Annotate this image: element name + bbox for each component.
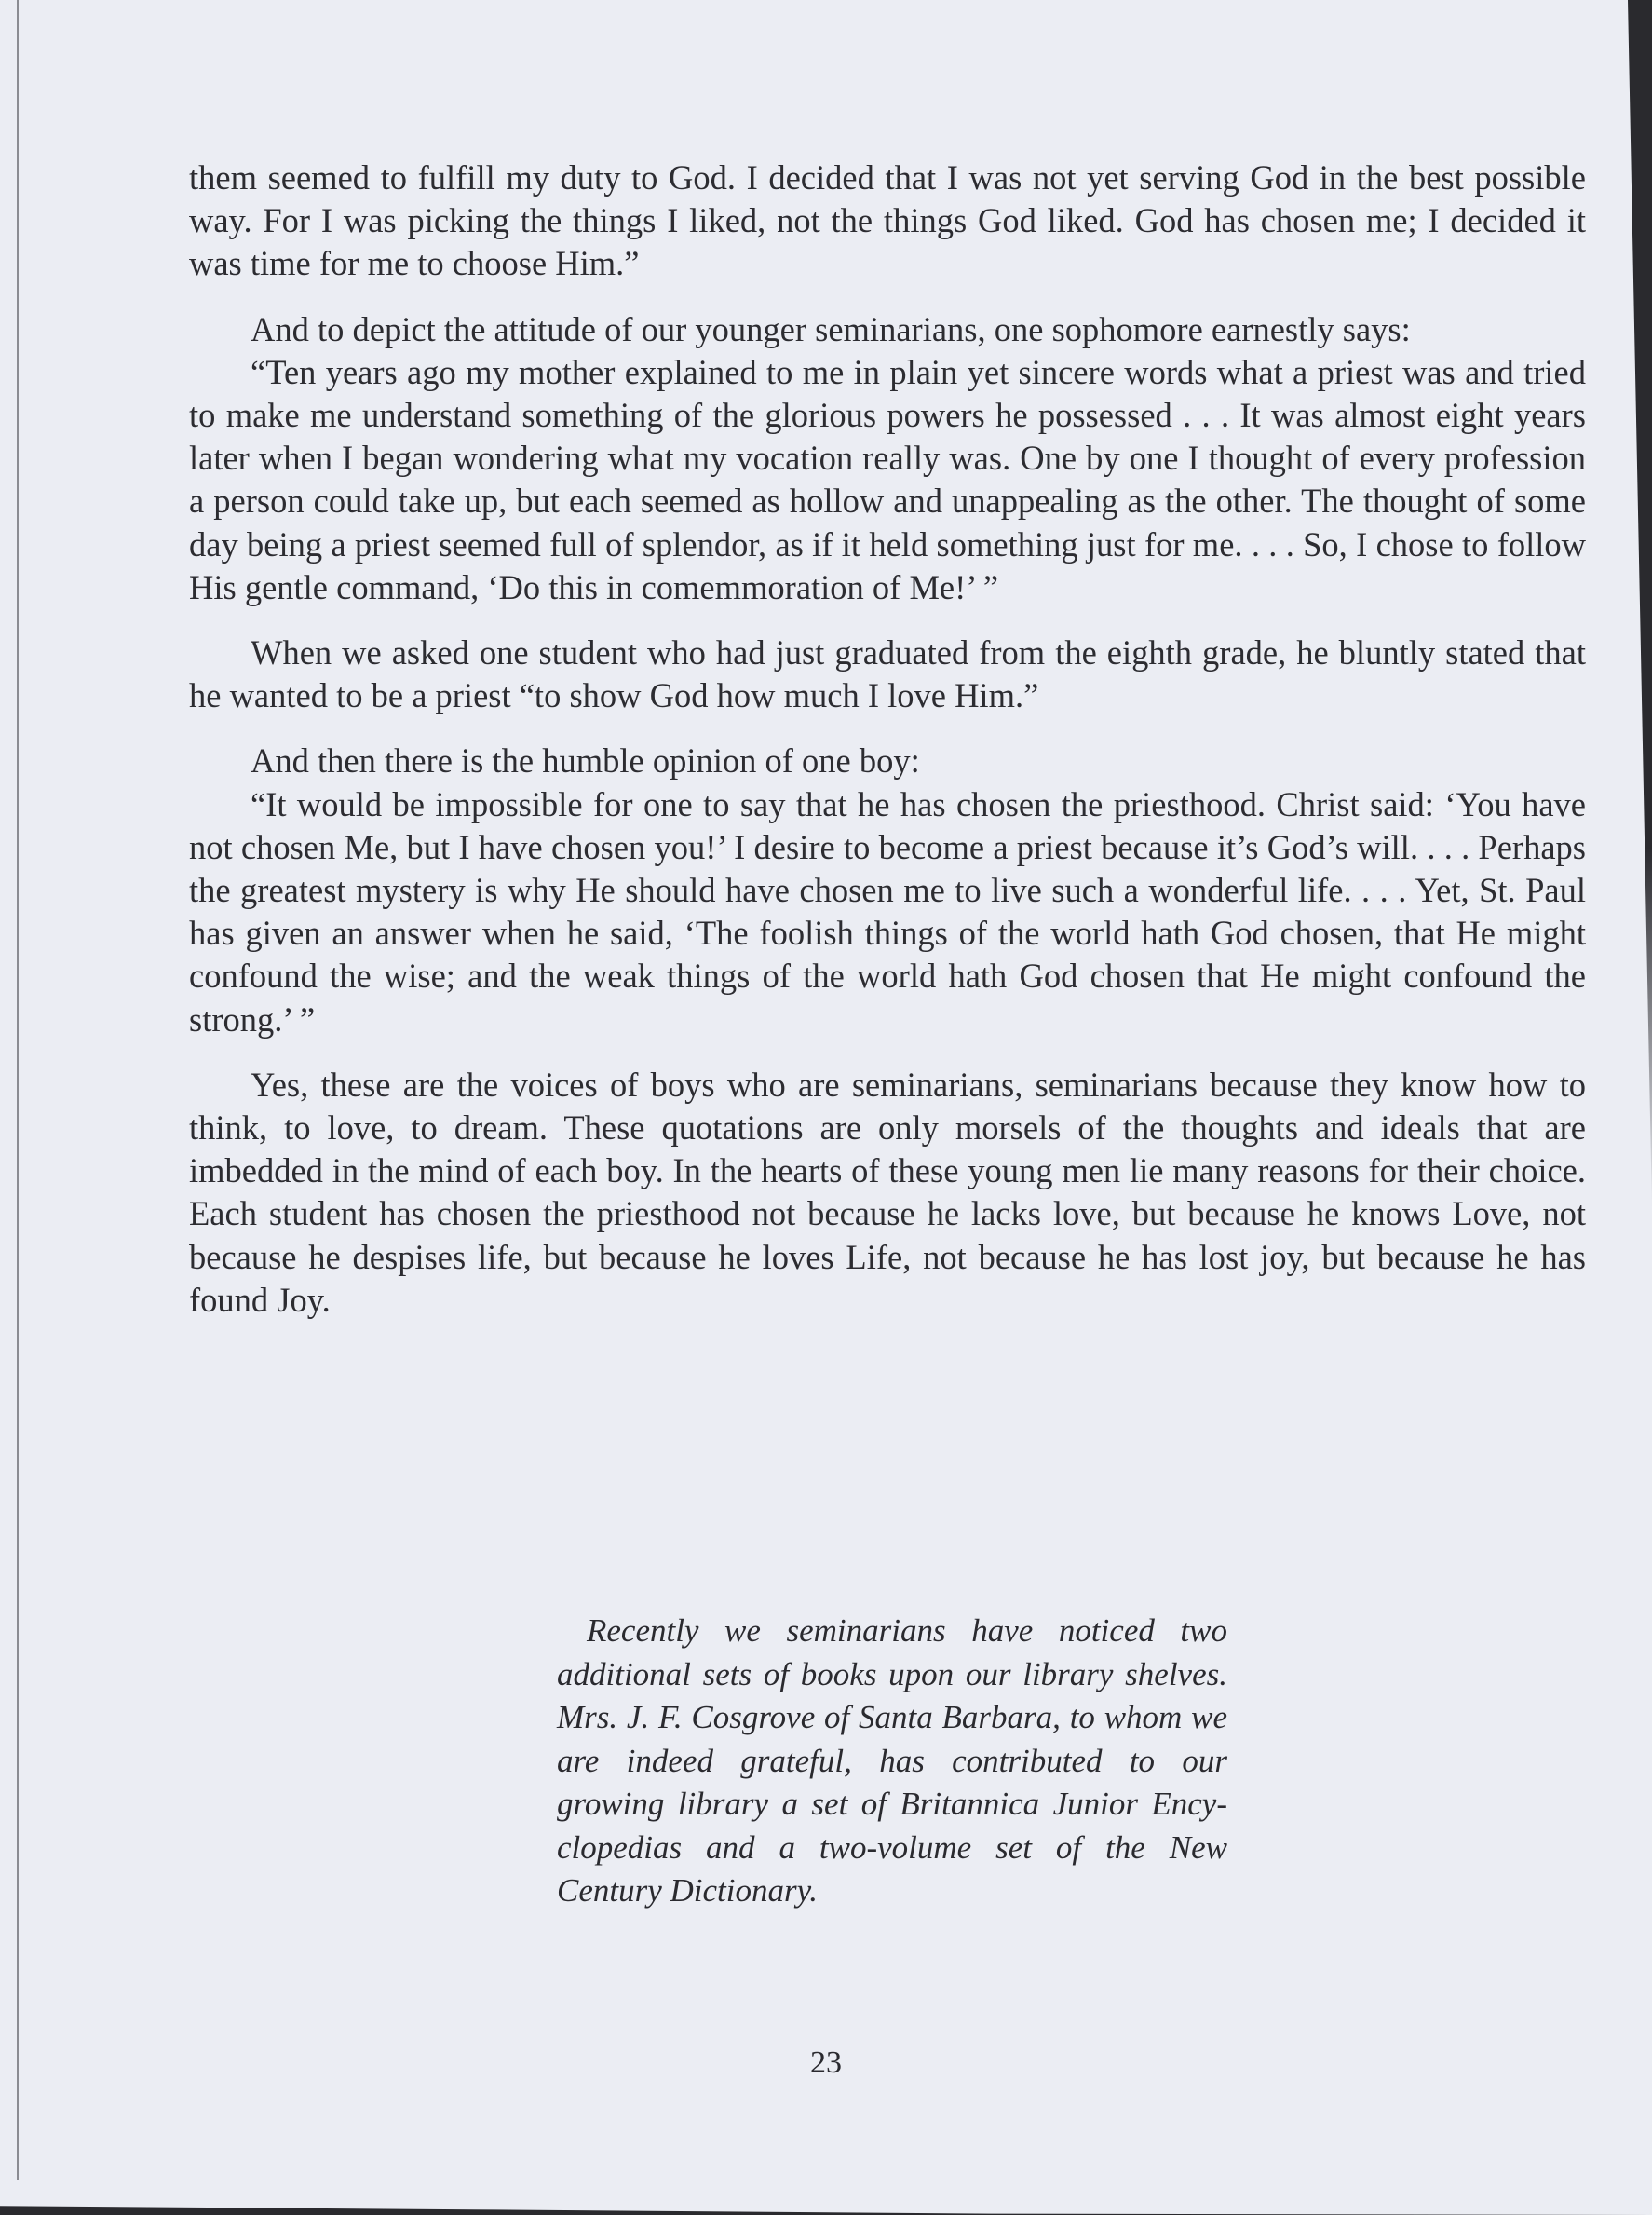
library-note-text: Recently we seminarians have noticed two additional sets of books upon our library shelves. Mrs. J. F. Cosgrove of Santa Barbara, to whom we are indeed grateful, has contributed to our growing library a set of Britannica Junior Encyclopedias and a two-volume set of the New Century Dictionary. xyxy=(557,1612,1227,1909)
page-bottom-edge-shadow xyxy=(0,2202,1652,2215)
paragraph-sophomore-intro: And to depict the attitude of our younger seminarians, one sophomore earnestly says: xyxy=(251,309,1411,348)
page-right-edge-shadow xyxy=(1628,0,1652,1211)
paragraph-conclusion: Yes, these are the voices of boys who are seminarians, seminarians because they know how to think, to love, to dream. These quotations are only morsels of the thoughts and ideals that are imbedded in the mind of each boy. In the hearts of these young men lie many reasons for their choice. Each student has chosen the priesthood not because he lacks love, but because he knows Love, not because he despises life, but because he loves Life, not because he has lost joy, but because he has found Joy. xyxy=(189,1065,1586,1319)
binding-edge-line xyxy=(17,0,19,2180)
article-body xyxy=(189,156,1586,1322)
quote-sophomore: “Ten years ago my mother explained to me in plain yet sincere words what a priest was and tried to make me understand something of the glorious powers he possessed . . . It was almost eight years later when I began wondering what my vocation really was. One by one I thought of every profession a person could take up, but each seemed as hollow and unappealing as the other. The thought of some day being a priest seemed full of splendor, as if it held something just for me. . . . So, I chose to follow His gentle command, ‘Do this in comemmoration of Me!’ ” xyxy=(189,352,1586,606)
quote-humble-boy: “It would be impossible for one to say that he has chosen the priesthood. Christ said: ‘You have not chosen Me, but I have chosen you!’ I desire to become a priest because it’s God’s will. . . . Perhaps the greatest mystery is why He should have chosen me to live such a wonderful life. . . . Yet, St. Paul has given an answer when he said, ‘The foolish things of the world hath God chosen, that He might confound the wise; and the weak things of the world hath God chosen that He might confound the strong.’ ” xyxy=(189,784,1586,1039)
paragraph-humble-opinion-intro: And then there is the humble opinion of one boy: xyxy=(251,741,920,781)
paragraph-continuation: them seemed to fulfill my duty to God. I decided that I was not yet serving God in the best possible way. For I was picking the things I liked, not the things God liked. God has chosen me; I decided it was time for me to choose Him.” xyxy=(189,158,1586,283)
library-note xyxy=(557,1610,1227,1913)
paragraph-eighth-grade-graduate: When we asked one student who had just graduated from the eighth grade, he bluntly stated that he wanted to be a priest “to show God how much I love Him.” xyxy=(189,633,1586,715)
page-number: 23 xyxy=(810,2045,842,2080)
